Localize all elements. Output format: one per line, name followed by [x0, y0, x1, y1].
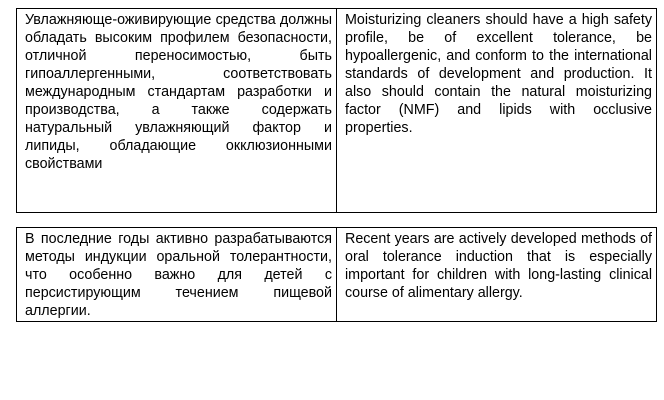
translation-table-1	[16, 8, 657, 213]
translation-table-2	[16, 227, 657, 322]
russian-text-cell: Увлажняюще-оживирующие средства должны обладать высоким профилем безопасности, отличной переносимостью, быть гипоаллергенными, соответствовать международным стандартам разработки и производства, а также содержать натуральный увлажняющий фактор и липиды, обладающие окклюзионными свойствами	[17, 9, 337, 213]
table-row	[17, 228, 657, 322]
table-row	[17, 9, 657, 213]
russian-text-cell: В последние годы активно разрабатываются методы индукции оральной толерантности, что особенно важно для детей с персистирующим течением пищевой аллергии.	[17, 228, 337, 322]
english-text-cell: Moisturizing cleaners should have a high safety profile, be of excellent tolerance, be hypoallergenic, and conform to the international standards of development and production. It also should contain the natural moisturizing factor (NMF) and lipids with occlusive properties.	[337, 9, 657, 213]
english-text-cell: Recent years are actively developed methods of oral tolerance induction that is especially important for children with long-lasting clinical course of alimentary allergy.	[337, 228, 657, 322]
